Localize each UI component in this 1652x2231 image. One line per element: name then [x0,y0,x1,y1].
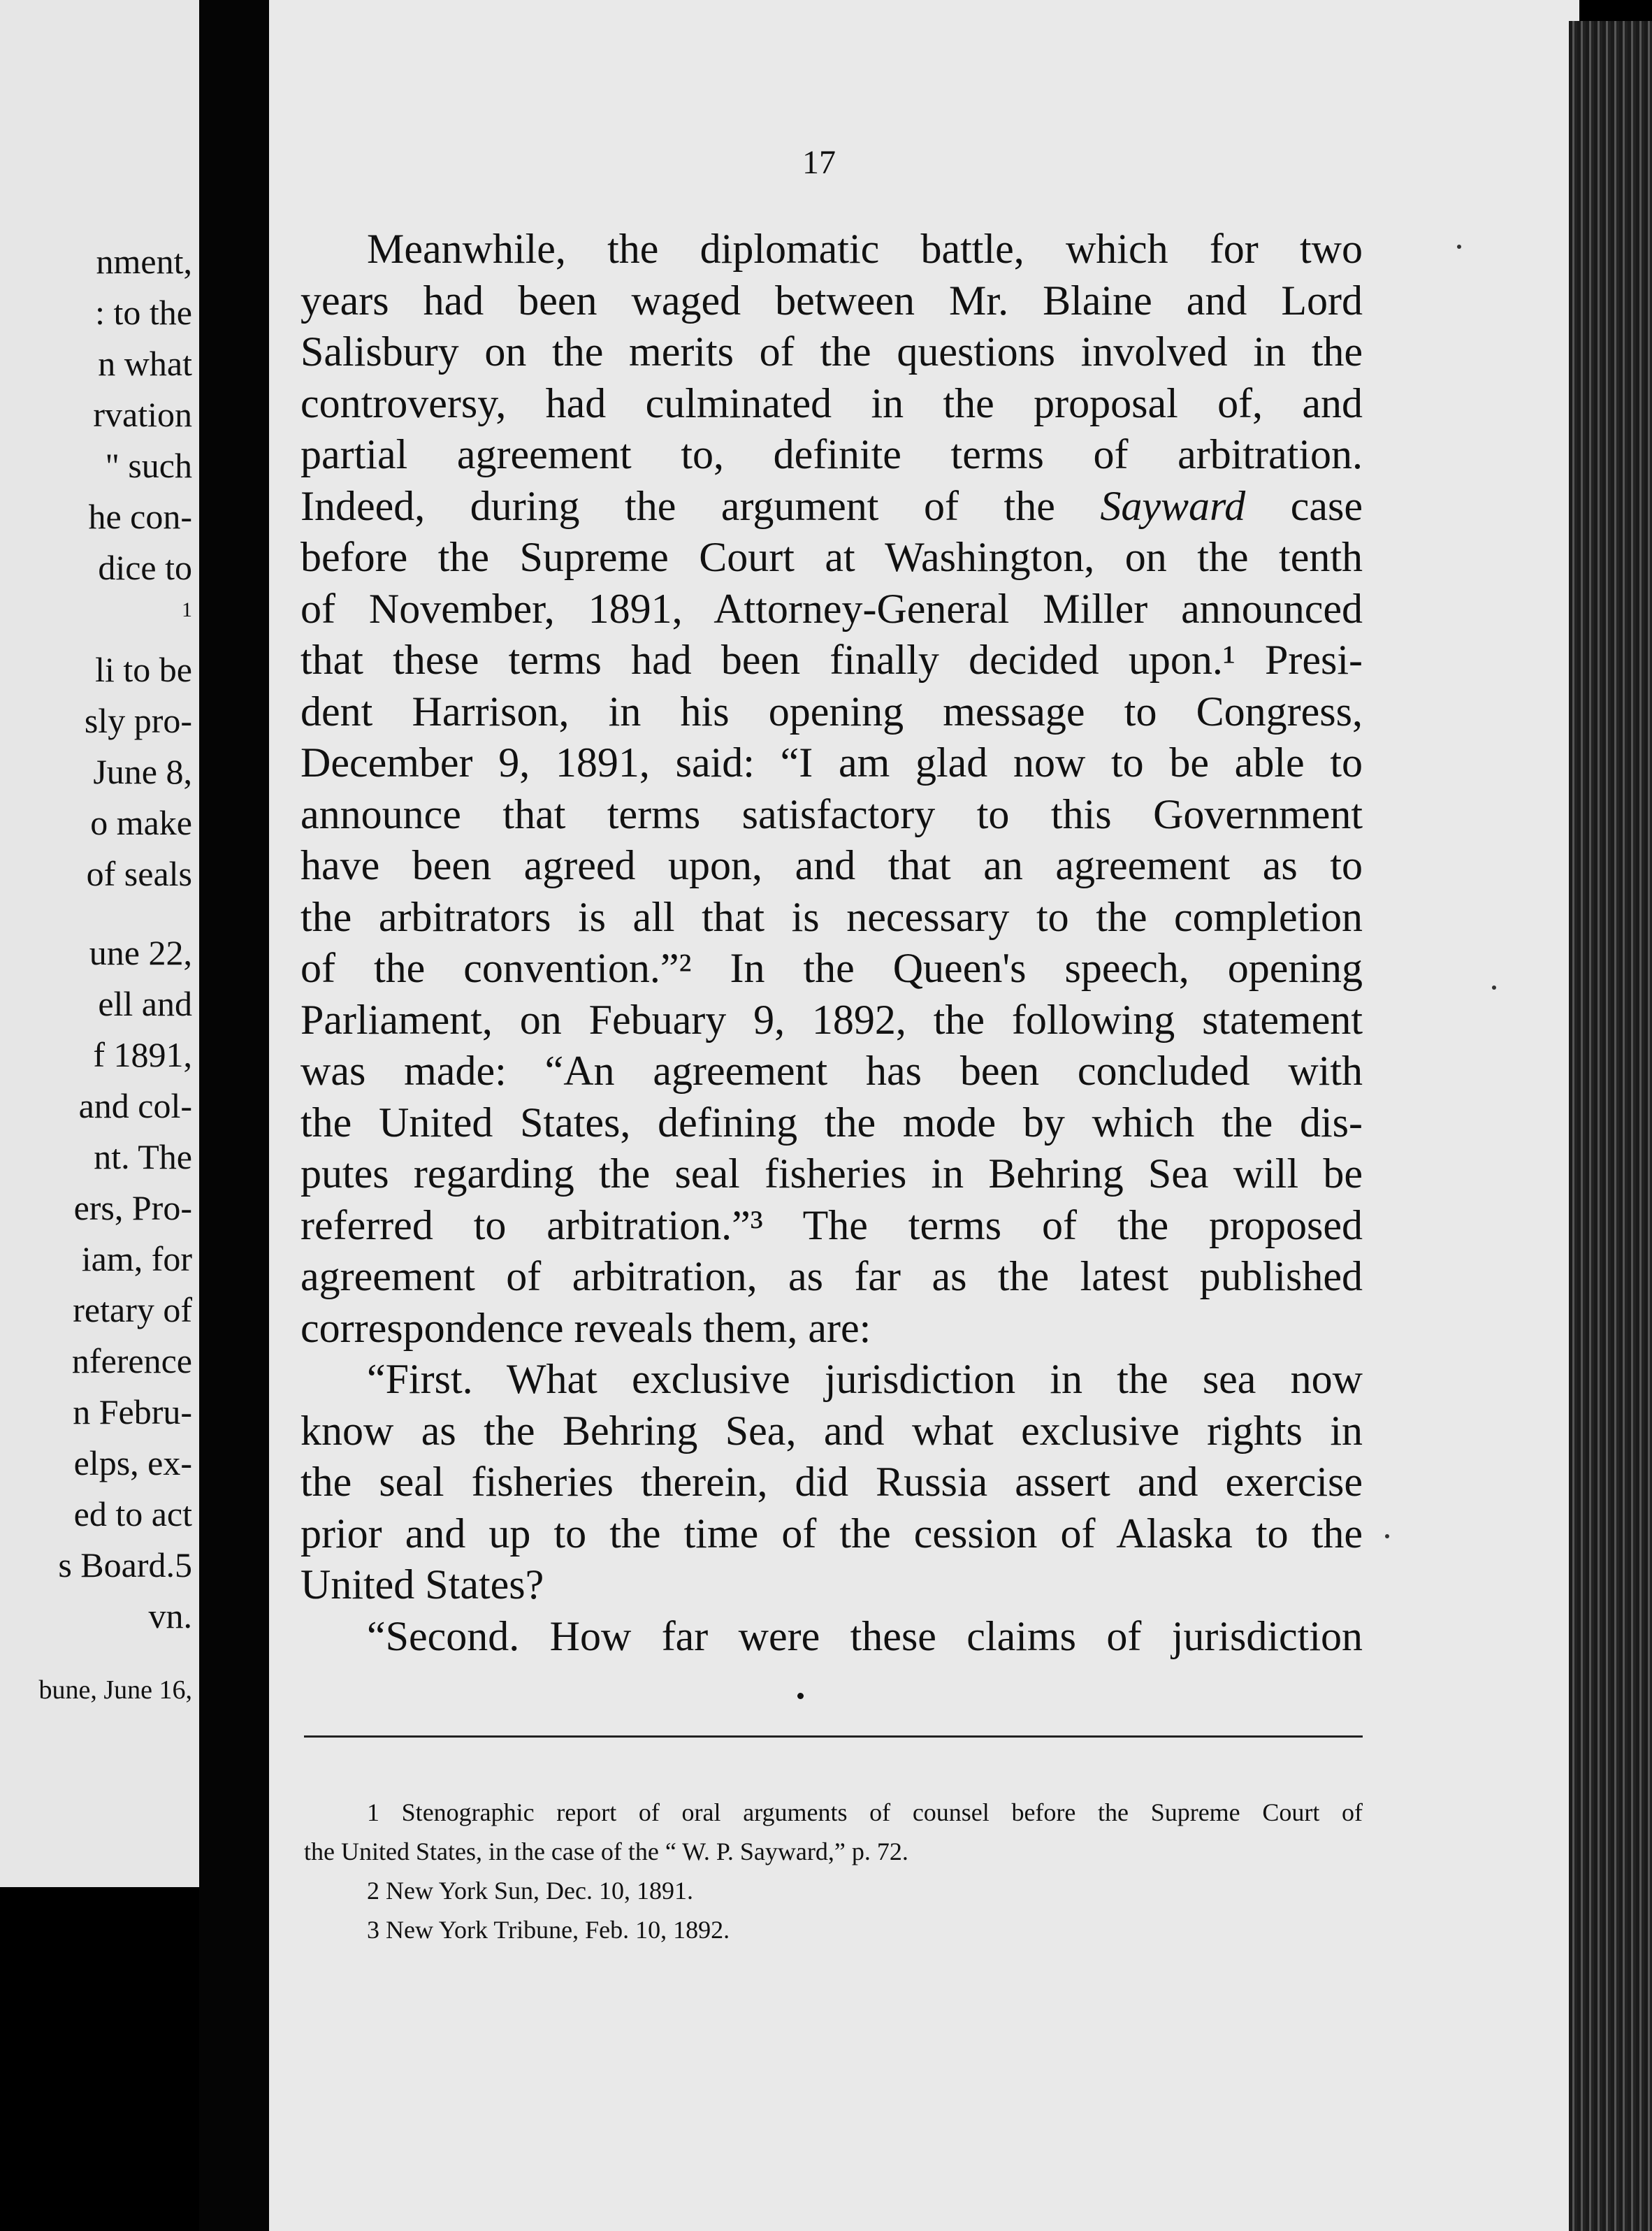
book-gutter [199,0,269,2231]
left-line: ed to act [73,1494,192,1533]
left-line: n what [98,344,192,383]
left-line: li to be [95,650,192,689]
left-line: s Board.5 [58,1545,192,1584]
page-edges [1569,21,1652,2231]
text-line: of the convention.”² In the Queen's speech, opening [300,945,1363,991]
sayward-before: Indeed, during the argument of the [300,482,1101,529]
sayward-after: case [1245,482,1363,529]
left-line: he con- [88,497,192,536]
text-line: the seal fisheries therein, did Russia assert and exercise [300,1459,1363,1505]
left-page-text [3,241,199,1726]
left-line: June 8, [93,752,192,791]
page-number: 17 [802,144,836,181]
stray-mark [1492,985,1496,990]
text-line: years had been waged between Mr. Blaine and Lord [300,277,1363,324]
case-name-sayward: Sayward [1100,482,1246,529]
left-line: une 22, [89,933,192,972]
left-line [3,904,199,932]
left-page-fragment [0,0,199,1887]
text-line: have been agreed upon, and that an agreement as to [300,842,1363,888]
text-line: referred to arbitration.”³ The terms of the proposed [300,1201,1363,1248]
left-line: " such [105,446,192,485]
text-line: controversy, had culminated in the proposal of, and [300,380,1363,426]
left-line: bune, June 16, [38,1675,192,1705]
left-line [3,1647,199,1675]
stray-mark [797,1693,804,1699]
left-line: vn. [148,1596,192,1636]
text-line: that these terms had been finally decided upon.¹ Presi- [300,637,1363,683]
left-line: iam, for [81,1239,192,1278]
footnote-3: 3 New York Tribune, Feb. 10, 1892. [367,1916,730,1944]
text-line: dent Harrison, in his opening message to Congress, [300,688,1363,735]
text-line: “Second. How far were these claims of jurisdiction [367,1612,1363,1659]
left-line: nt. The [94,1137,192,1176]
left-line: sly pro- [84,701,192,740]
left-line: dice to [98,548,192,587]
body-text [300,224,1363,1662]
footnote-1-cont: the United States, in the case of the “ W. P. Sayward,” p. 72. [304,1837,908,1865]
text-line-sayward [300,481,1363,533]
text-line: putes regarding the seal fisheries in Behring Sea will be [300,1150,1363,1197]
text-line: partial agreement to, definite terms of arbitration. [300,431,1363,477]
text-line: agreement of arbitration, as far as the latest published [300,1253,1363,1299]
text-line: announce that terms satisfactory to this Government [300,790,1363,837]
text-line: was made: “An agreement has been concluded with [300,1048,1363,1094]
text-line: the United States, defining the mode by which the dis- [300,1099,1363,1146]
text-line: know as the Behring Sea, and what exclusive rights in [300,1407,1363,1454]
footnotes [304,1793,1363,1949]
stray-mark [1457,245,1461,249]
left-line: 1 [182,598,192,621]
text-line: correspondence reveals them, are: [300,1304,871,1351]
footnote-rule [304,1735,1363,1738]
left-line: nference [71,1341,192,1380]
text-line: the arbitrators is all that is necessary to the completion [300,893,1363,940]
left-line: rvation [93,395,192,434]
stray-mark [1385,1534,1389,1538]
text-line: Parliament, on Febuary 9, 1892, the following statement [300,996,1363,1043]
left-line: n Febru- [73,1392,192,1431]
text-line: prior and up to the time of the cession of Alaska to the [300,1510,1363,1557]
left-line: retary of [73,1290,192,1329]
left-line: nment, [96,242,192,281]
text-line: Meanwhile, the diplomatic battle, which for two [367,226,1363,272]
footnote-1: 1 Stenographic report of oral arguments of counsel before the Supreme Court of [367,1798,1363,1826]
left-line: of seals [86,854,192,893]
left-line: o make [90,803,192,842]
left-line: and col- [78,1086,192,1125]
text-line: December 9, 1891, said: “I am glad now to be able to [300,739,1363,786]
left-line: f 1891, [93,1035,192,1074]
left-line: elps, ex- [73,1443,192,1482]
text-line: of November, 1891, Attorney-General Miller announced [300,585,1363,632]
text-line: Salisbury on the merits of the questions involved in the [300,328,1363,375]
left-line: : to the [95,293,192,332]
footnote-2: 2 New York Sun, Dec. 10, 1891. [367,1877,693,1905]
text-line: before the Supreme Court at Washington, on the tenth [300,534,1363,580]
text-line: United States? [300,1561,544,1608]
left-line: ell and [98,984,192,1023]
text-line: “First. What exclusive jurisdiction in the sea now [367,1356,1363,1402]
left-line: ers, Pro- [73,1188,192,1227]
